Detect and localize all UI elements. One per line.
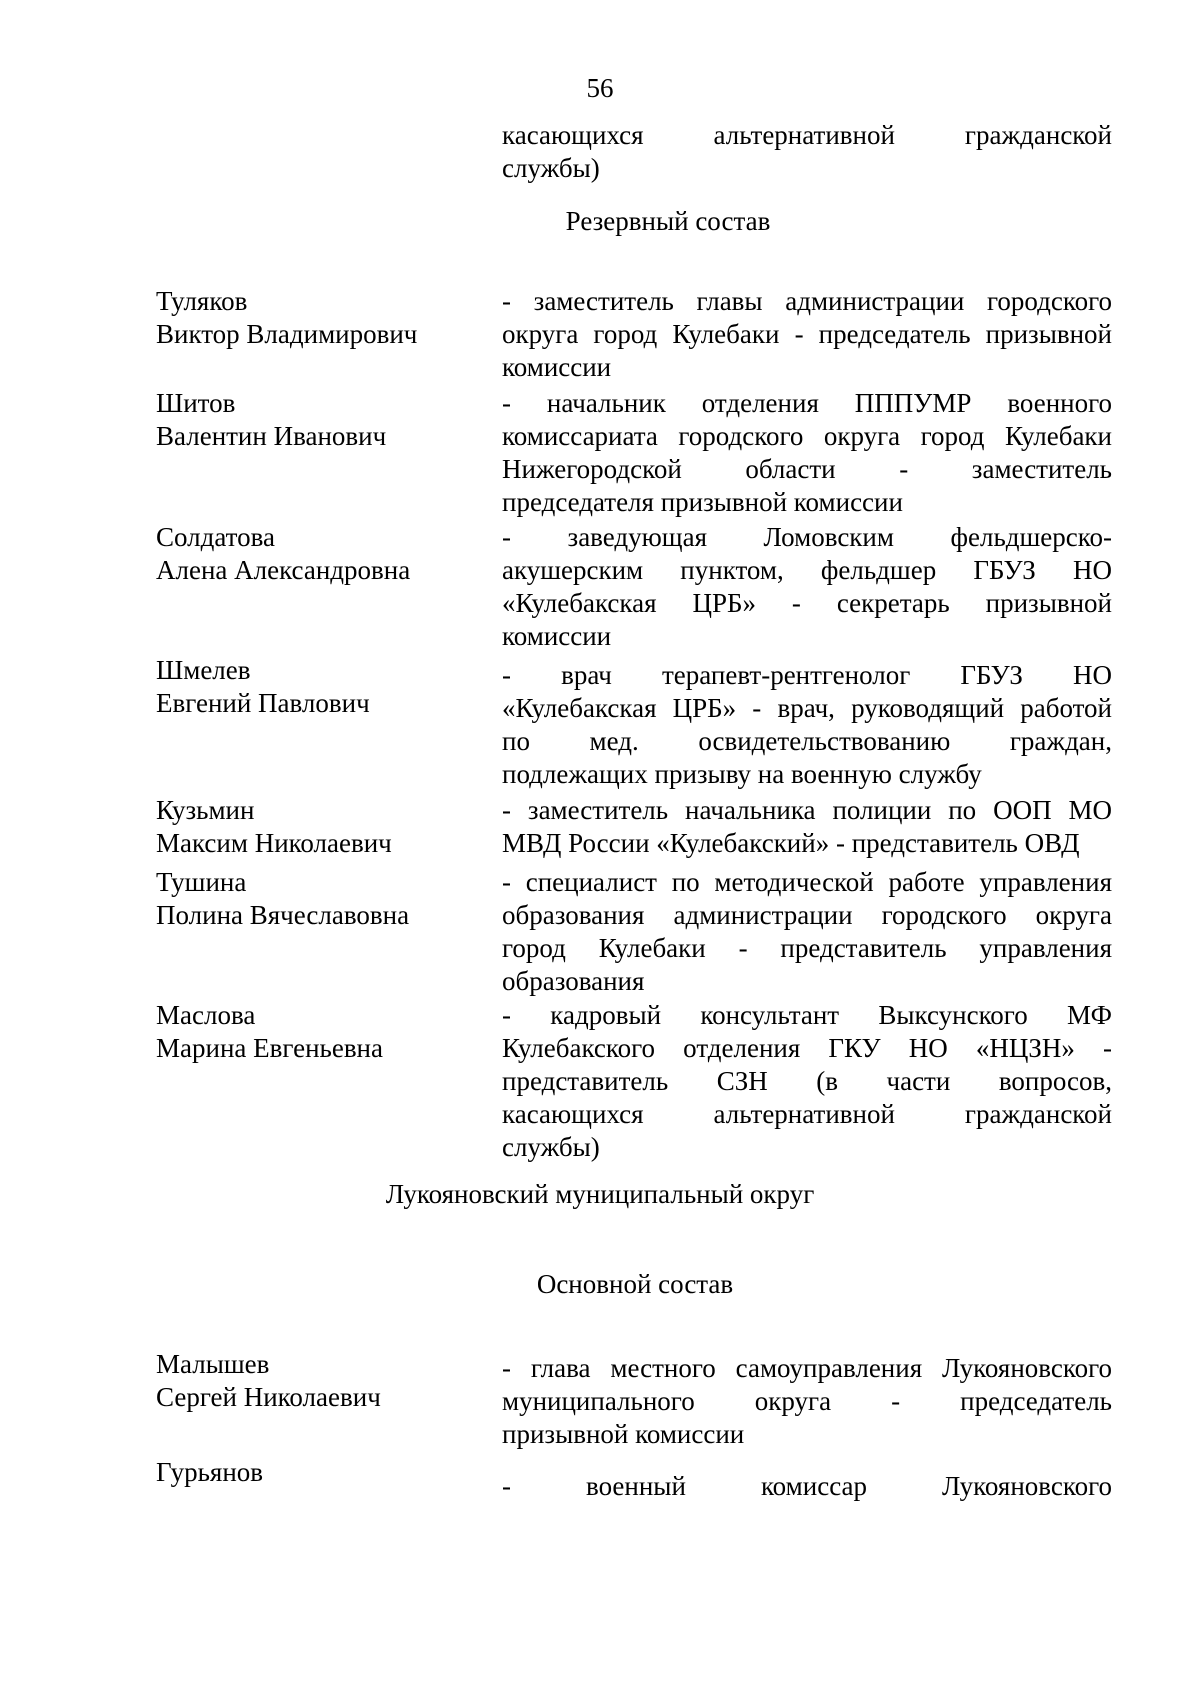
role-line: - начальник отделения ПППУМР военного — [502, 388, 1112, 418]
role-line: службы) — [502, 1132, 600, 1162]
member-given-name: Максим Николаевич — [156, 828, 392, 858]
member-name — [156, 387, 486, 453]
role-line: город Кулебаки - представитель управления — [502, 933, 1112, 963]
section-heading-reserve: Резервный состав — [565, 206, 771, 236]
member-given-name: Виктор Владимирович — [156, 319, 418, 349]
section-heading-main: Основной состав — [536, 1269, 734, 1299]
member-given-name: Марина Евгеньевна — [156, 1033, 383, 1063]
intro-line-2: службы) — [502, 153, 600, 183]
role-line: - заместитель главы администрации городского — [502, 286, 1112, 316]
role-line: акушерским пунктом, фельдшер ГБУЗ НО — [502, 555, 1112, 585]
role-line: Кулебакского отделения ГКУ НО «НЦЗН» - — [502, 1033, 1112, 1063]
role-line: - врач терапевт-рентгенолог ГБУЗ НО — [502, 660, 1112, 690]
member-surname: Шитов — [156, 388, 236, 418]
intro-block — [502, 119, 1112, 185]
member-role — [502, 387, 1112, 519]
role-line: - военный комиссар Лукояновского — [502, 1471, 1112, 1501]
member-name — [156, 794, 486, 860]
role-line: - заместитель начальника полиции по ООП МО — [502, 795, 1112, 825]
role-line: - специалист по методической работе управления — [502, 867, 1112, 897]
member-surname: Шмелев — [156, 655, 251, 685]
member-name — [156, 1456, 486, 1489]
member-name — [156, 866, 486, 932]
member-given-name: Алена Александровна — [156, 555, 411, 585]
member-name — [156, 654, 486, 720]
role-line: по мед. освидетельствованию граждан, — [502, 726, 1112, 756]
member-name — [156, 521, 486, 587]
member-role — [502, 285, 1112, 384]
role-line: - глава местного самоуправления Лукояновского — [502, 1353, 1112, 1383]
role-line: образования — [502, 966, 645, 996]
member-surname: Малышев — [156, 1349, 270, 1379]
member-name — [156, 285, 486, 351]
role-line: «Кулебакская ЦРБ» - врач, руководящий работой — [502, 693, 1112, 723]
role-line: призывной комиссии — [502, 1419, 745, 1449]
member-role — [502, 999, 1112, 1164]
member-surname: Солдатова — [156, 522, 275, 552]
member-surname: Гурьянов — [156, 1457, 264, 1487]
member-given-name: Валентин Иванович — [156, 421, 387, 451]
role-line: муниципального округа - председатель — [502, 1386, 1112, 1416]
member-given-name: Полина Вячеславовна — [156, 900, 410, 930]
member-surname: Кузьмин — [156, 795, 255, 825]
role-line: комиссариата городского округа город Кулебаки — [502, 421, 1112, 451]
role-line: комиссии — [502, 352, 612, 382]
page-number: 56 — [586, 73, 614, 103]
member-name — [156, 1348, 486, 1414]
member-surname: Маслова — [156, 1000, 256, 1030]
role-line: - кадровый консультант Выксунского МФ — [502, 1000, 1112, 1030]
member-given-name: Евгений Павлович — [156, 688, 370, 718]
member-role — [502, 659, 1112, 791]
member-role — [502, 1470, 1112, 1503]
role-line: «Кулебакская ЦРБ» - секретарь призывной — [502, 588, 1112, 618]
role-line: комиссии — [502, 621, 612, 651]
role-line: - заведующая Ломовским фельдшерско- — [502, 522, 1112, 552]
role-line: касающихся альтернативной гражданской — [502, 1099, 1112, 1129]
role-line: округа город Кулебаки - председатель призывной — [502, 319, 1112, 349]
member-role — [502, 521, 1112, 653]
member-role — [502, 866, 1112, 998]
member-surname: Туляков — [156, 286, 248, 316]
member-role — [502, 1352, 1112, 1451]
intro-line-1: касающихся альтернативной гражданской — [502, 120, 1112, 150]
member-role — [502, 794, 1112, 860]
member-name — [156, 999, 486, 1065]
district-heading: Лукояновский муниципальный округ — [385, 1179, 815, 1209]
role-line: Нижегородской области - заместитель — [502, 454, 1112, 484]
role-line: подлежащих призыву на военную службу — [502, 759, 982, 789]
member-given-name: Сергей Николаевич — [156, 1382, 381, 1412]
role-line: представитель СЗН (в части вопросов, — [502, 1066, 1112, 1096]
role-line: образования администрации городского округа — [502, 900, 1112, 930]
role-line: МВД России «Кулебакский» - представитель ОВД — [502, 828, 1080, 858]
role-line: председателя призывной комиссии — [502, 487, 903, 517]
member-surname: Тушина — [156, 867, 247, 897]
